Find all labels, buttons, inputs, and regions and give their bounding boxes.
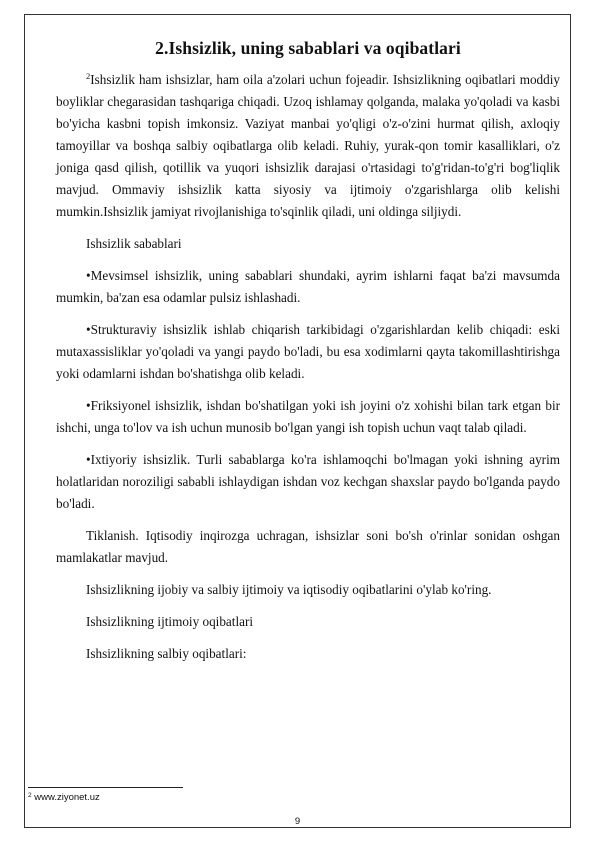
social-consequences-heading: Ishsizlikning ijtimoiy oqibatlari bbox=[86, 614, 254, 629]
voluntary-unemployment-item: •Ixtiyoriy ishsizlik. Turli sabablarga ko'ra ishlamoqchi bo'lmagan yoki ishning ayrim holatlaridan noroziligi sababli ishlaydigan ishdan voz kechgan shaxslar paydo bo'lganda paydo bo'ladi. bbox=[56, 452, 560, 511]
structural-unemployment-item: •Strukturaviy ishsizlik ishlab chiqarish tarkibidagi o'zgarishlardan kelib chiqadi: eski mutaxassisliklar yo'qoladi va yangi paydo bo'ladi, bu esa xodimlarni qayta takomillashtirishga yoki odamlarni ishdan bo'shatishga olib keladi. bbox=[56, 322, 560, 381]
footnote-separator bbox=[28, 787, 183, 788]
page-number: 9 bbox=[294, 816, 301, 827]
seasonal-unemployment-item: •Mevsimsel ishsizlik, uning sabablari shundaki, ayrim ishlarni faqat ba'zi mavsumda mumkin, ba'zan esa odamlar pulsiz ishlashadi. bbox=[56, 268, 560, 305]
intro-paragraph-text: Ishsizlik ham ishsizlar, ham oila a'zolari uchun fojeadir. Ishsizlikning oqibatlari moddiy boyliklar chegarasidan tashqariga chiqadi. Uzoq ishlamay qolganda, malaka yo'qoladi va kasbi bo'yicha kasbni topish imkonsiz. Vaziyat manbai yo'qligi o'z-o'zini hurmat qilish, axloqiy tamoyillar va boshqa salbiy oqibatlarga olib keladi. Ruhiy, yurak-qon tomir kasalliklari, o'z joniga qasd qilish, qotillik va yuqori ishsizlik darajasi o'rtasidagi to'g'ridan-to'g'ri bog'liqlik mavjud. Ommaviy ishsizlik katta siyosiy va ijtimoiy o'zgarishlarga olib kelishi mumkin.Ishsizlik jamiyat rivojlanishiga to'sqinlik qiladi, uni oldinga siljiydi. bbox=[56, 72, 560, 219]
footnote-link[interactable]: www.ziyonet.uz bbox=[31, 792, 100, 803]
intro-paragraph bbox=[56, 69, 560, 223]
consider-consequences-line: Ishsizlikning ijobiy va salbiy ijtimoiy va iqtisodiy oqibatlarini o'ylab ko'ring. bbox=[86, 582, 492, 597]
page-content bbox=[56, 36, 560, 665]
frictional-unemployment-item: •Friksiyonel ishsizlik, ishdan bo'shatilgan yoki ish joyini o'z xohishi bilan tark etgan bir ishchi, unga to'lov va ish uchun munosib bo'lgan yangi ish topish uchun vaqt talab qiladi. bbox=[56, 398, 560, 435]
recovery-paragraph: Tiklanish. Iqtisodiy inqirozga uchragan, ishsizlar soni bo'sh o'rinlar sonidan oshgan mamlakatlar mavjud. bbox=[56, 528, 560, 565]
causes-heading: Ishsizlik sabablari bbox=[86, 236, 182, 251]
footnote-marker: 2 bbox=[28, 792, 32, 799]
footnote bbox=[28, 792, 100, 803]
negative-consequences-heading: Ishsizlikning salbiy oqibatlari: bbox=[86, 646, 247, 661]
section-title: 2.Ishsizlik, uning sabablari va oqibatlari bbox=[155, 38, 461, 58]
footnote-reference[interactable]: 2 bbox=[86, 71, 91, 81]
